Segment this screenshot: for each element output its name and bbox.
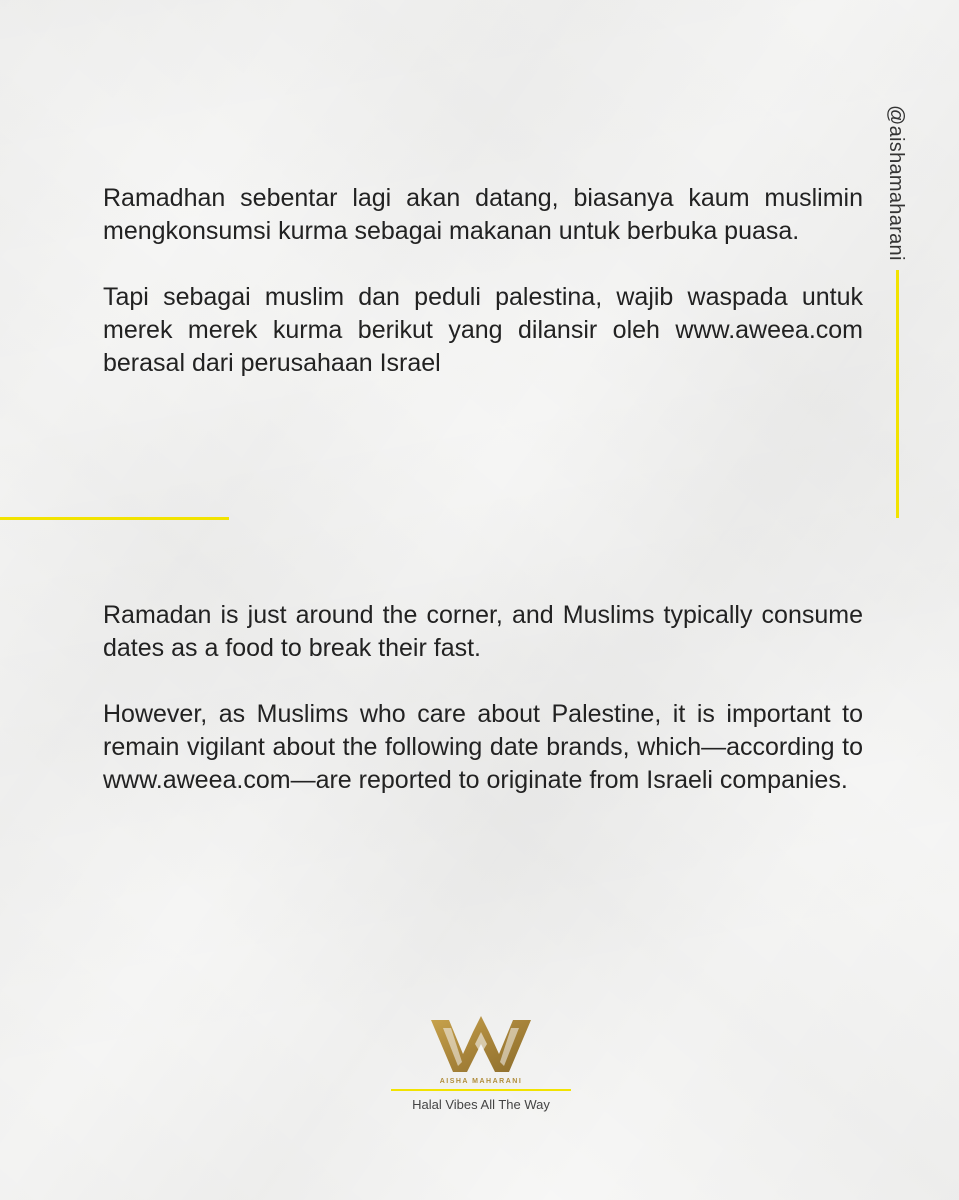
logo-brand-name: AISHA MAHARANI [439, 1078, 523, 1085]
indonesian-paragraph-1: Ramadhan sebentar lagi akan datang, biasanya kaum muslimin mengkonsumsi kurma sebagai makanan untuk berbuka puasa. [103, 184, 863, 245]
indonesian-paragraph-2: Tapi sebagai muslim dan peduli palestina, wajib waspada untuk merek merek kurma berikut yang dilansir oleh www.aweea.com berasal dari perusahaan Israel [103, 283, 863, 377]
logo-accent-line [391, 1089, 571, 1091]
logo-tagline: Halal Vibes All The Way [412, 1097, 550, 1112]
english-paragraph-2: However, as Muslims who care about Palestine, it is important to remain vigilant about the following date brands, which—according to www.aweea.com—are reported to originate from Israeli companies. [103, 700, 863, 794]
horizontal-accent-line [0, 517, 229, 520]
crown-logo-icon [429, 1014, 533, 1076]
brand-logo [391, 1010, 571, 1120]
indonesian-text-block [103, 182, 863, 380]
english-text-block [103, 599, 863, 797]
instagram-handle: @aishamaharani [885, 105, 907, 261]
english-paragraph-1: Ramadan is just around the corner, and Muslims typically consume dates as a food to break their fast. [103, 601, 863, 662]
vertical-accent-line [896, 270, 899, 518]
